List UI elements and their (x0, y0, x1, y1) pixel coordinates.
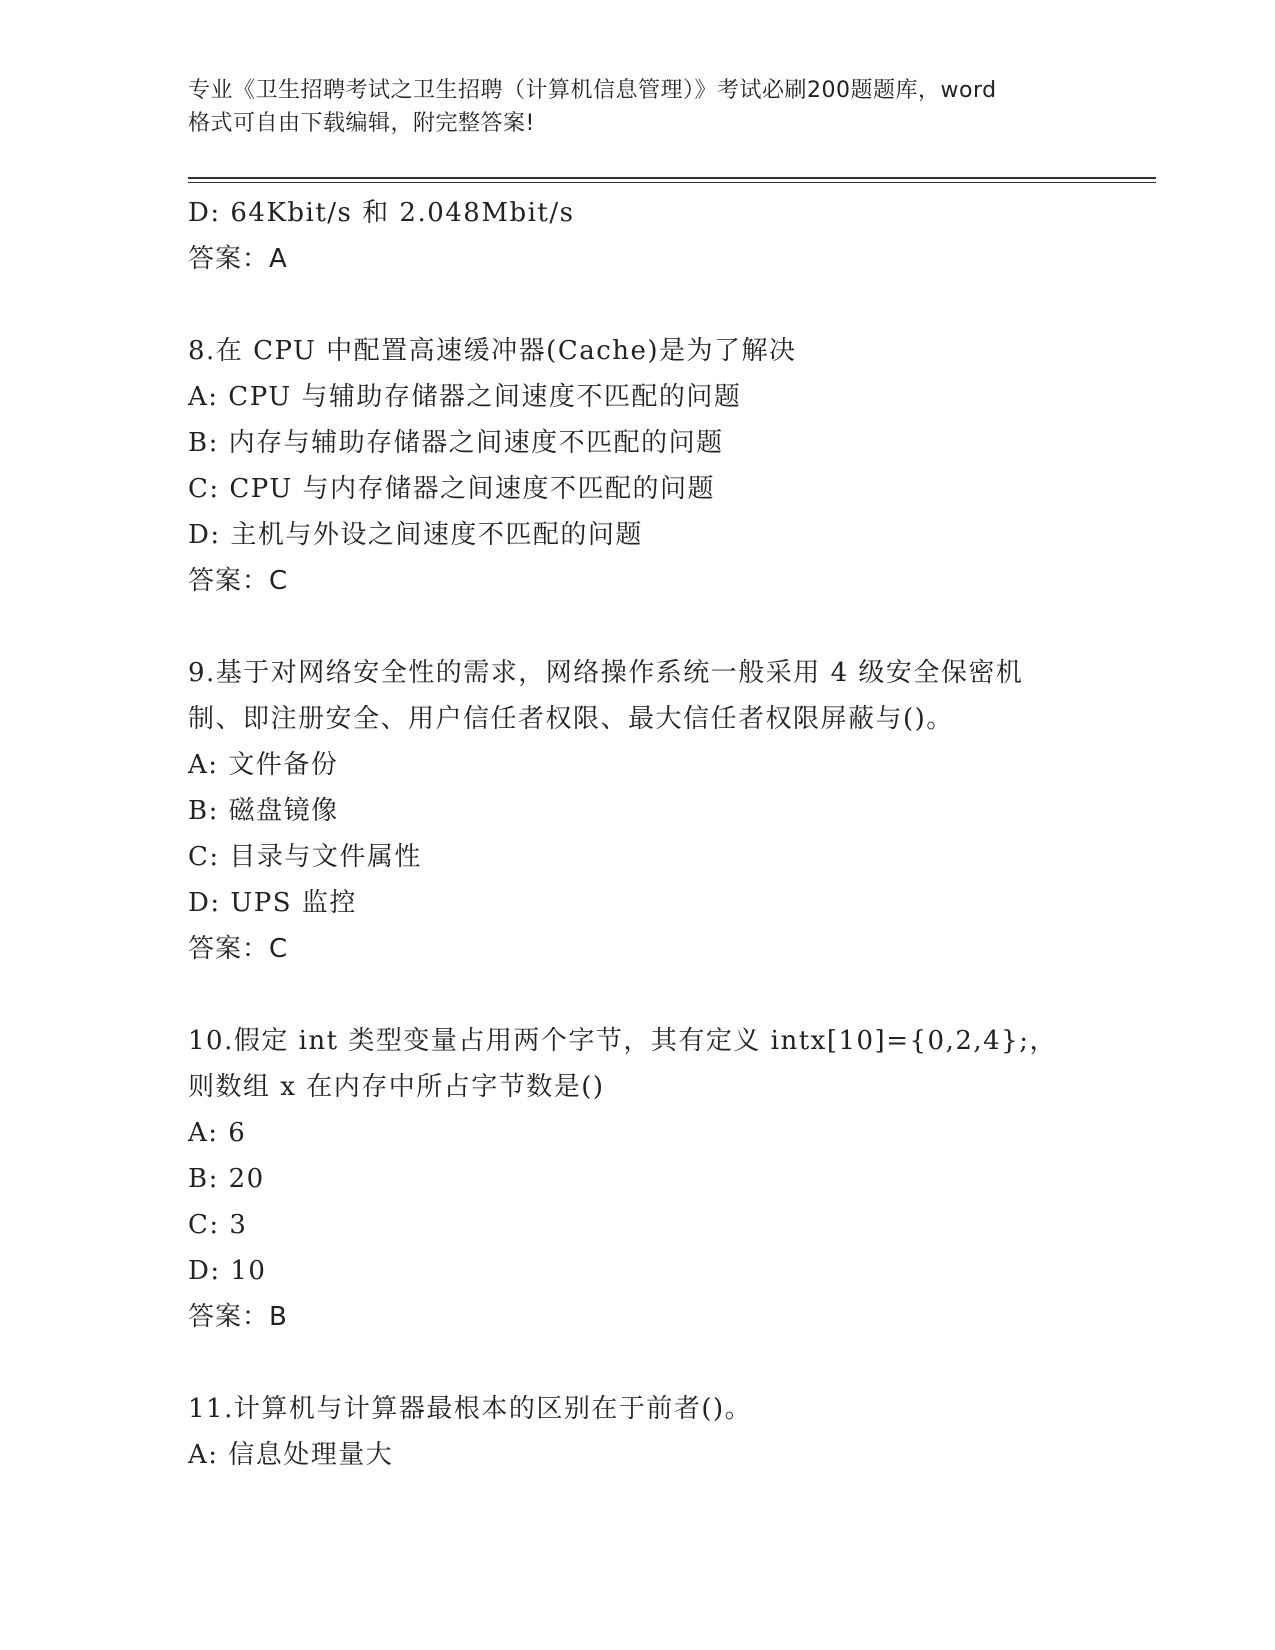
q9-option-d: D: UPS 监控 (188, 888, 357, 918)
q11-option-a: A: 信息处理量大 (188, 1440, 394, 1470)
q7-option-d: D: 64Kbit/s 和 2.048Mbit/s (188, 198, 575, 228)
question-list (188, 190, 1088, 1478)
q8-option-b: B: 内存与辅助存储器之间速度不匹配的问题 (188, 428, 724, 458)
q9-option-a: A: 文件备份 (188, 750, 339, 780)
q8-option-d: D: 主机与外设之间速度不匹配的问题 (188, 520, 643, 550)
q9-question-line-1: 9.基于对网络安全性的需求，网络操作系统一般采用 4 级安全保密机 (188, 658, 1024, 688)
header-line-1: 专业《卫生招聘考试之卫生招聘（计算机信息管理）》考试必刷200题题库，word (188, 78, 997, 103)
q10-question-line-1: 10.假定 int 类型变量占用两个字节，其有定义 intx[10]={0,2,4};， (188, 1026, 1057, 1056)
q10-option-b: B: 20 (188, 1164, 265, 1194)
q8-option-a: A: CPU 与辅助存储器之间速度不匹配的问题 (188, 382, 742, 412)
q10-option-c: C: 3 (188, 1210, 248, 1240)
q8-question: 8.在 CPU 中配置高速缓冲器(Cache)是为了解决 (188, 336, 797, 366)
q10-answer: 答案：B (188, 1302, 288, 1332)
header-divider-thin (188, 182, 1156, 183)
q11-question: 11.计算机与计算器最根本的区别在于前者()。 (188, 1394, 753, 1424)
spacer (188, 282, 1088, 328)
spacer (188, 1340, 1088, 1386)
spacer (188, 604, 1088, 650)
q8-answer: 答案：C (188, 566, 289, 596)
q9-option-b: B: 磁盘镜像 (188, 796, 339, 826)
document-header (188, 74, 1088, 140)
q10-option-a: A: 6 (188, 1118, 247, 1148)
q9-question-line-2: 制、即注册安全、用户信任者权限、最大信任者权限屏蔽与()。 (188, 704, 954, 734)
spacer (188, 972, 1088, 1018)
q7-answer: 答案：A (188, 244, 288, 274)
q9-answer: 答案：C (188, 934, 289, 964)
q9-option-c: C: 目录与文件属性 (188, 842, 422, 872)
q8-option-c: C: CPU 与内存储器之间速度不匹配的问题 (188, 474, 716, 504)
q10-option-d: D: 10 (188, 1256, 267, 1286)
header-line-2: 格式可自由下载编辑，附完整答案! (188, 111, 535, 136)
q10-question-line-2: 则数组 x 在内存中所占字节数是() (188, 1072, 605, 1102)
header-divider-thick (188, 177, 1156, 179)
